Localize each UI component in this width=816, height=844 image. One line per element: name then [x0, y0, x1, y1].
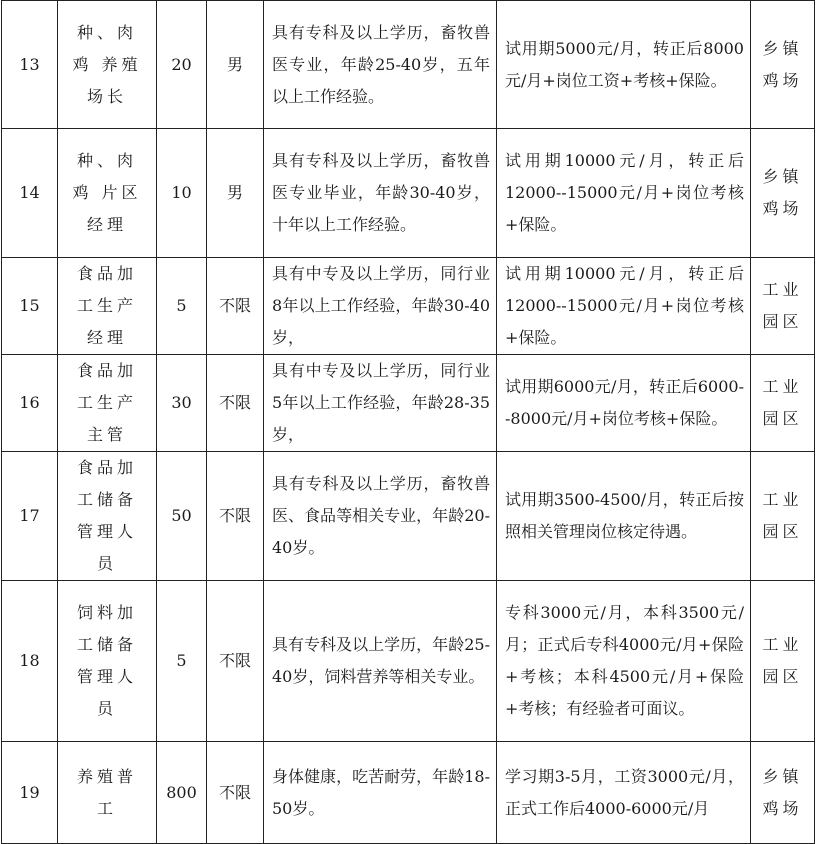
table-row: [2, 742, 815, 844]
row-number: 19: [2, 742, 58, 844]
recruitment-table: [1, 0, 815, 844]
row-number: 16: [2, 355, 58, 452]
salary: 试用期10000元/月，转正后12000--15000元/月+岗位考核+保险。: [497, 129, 751, 258]
position-name: 食品加工生产经理: [58, 258, 157, 355]
work-location: 工业园区: [751, 581, 815, 742]
table-row: [2, 258, 815, 355]
gender: 不限: [207, 581, 264, 742]
work-location: 乡镇鸡场: [751, 129, 815, 258]
requirements: 具有专科及以上学历，畜牧兽医专业毕业，年龄30-40岁，十年以上工作经验。: [264, 129, 497, 258]
work-location: 乡镇鸡场: [751, 1, 815, 129]
requirements: 身体健康，吃苦耐劳，年龄18-50岁。: [264, 742, 497, 844]
row-number: 18: [2, 581, 58, 742]
requirements: 具有中专及以上学历，同行业5年以上工作经验，年龄28-35岁，: [264, 355, 497, 452]
row-number: 14: [2, 129, 58, 258]
gender: 不限: [207, 452, 264, 581]
salary: 试用期5000元/月，转正后8000元/月+岗位工资+考核+保险。: [497, 1, 751, 129]
requirements: 具有中专及以上学历，同行业8年以上工作经验，年龄30-40岁，: [264, 258, 497, 355]
work-location: 乡镇鸡场: [751, 742, 815, 844]
requirements: 具有专科及以上学历，畜牧兽医、食品等相关专业，年龄20-40岁。: [264, 452, 497, 581]
table-row: [2, 355, 815, 452]
work-location: 工业园区: [751, 355, 815, 452]
table-row: [2, 129, 815, 258]
requirements: 具有专科及以上学历，畜牧兽医专业，年龄25-40岁，五年以上工作经验。: [264, 1, 497, 129]
gender: 男: [207, 1, 264, 129]
work-location: 工业园区: [751, 452, 815, 581]
table-row: [2, 452, 815, 581]
headcount: 5: [157, 258, 207, 355]
headcount: 5: [157, 581, 207, 742]
salary: 试用期3500-4500/月，转正后按照相关管理岗位核定待遇。: [497, 452, 751, 581]
position-name: 养殖普工: [58, 742, 157, 844]
row-number: 13: [2, 1, 58, 129]
gender: 不限: [207, 742, 264, 844]
row-number: 15: [2, 258, 58, 355]
requirements: 具有专科及以上学历，年龄25-40岁，饲料营养等相关专业。: [264, 581, 497, 742]
headcount: 30: [157, 355, 207, 452]
position-name: 食品加工生产主管: [58, 355, 157, 452]
salary: 专科3000元/月，本科3500元/月；正式后专科4000元/月+保险+考核；本科4500元/月+保险+考核；有经验者可面议。: [497, 581, 751, 742]
position-name: 种、肉鸡 养殖场长: [58, 1, 157, 129]
salary: 试用期10000元/月，转正后12000--15000元/月+岗位考核+保险。: [497, 258, 751, 355]
work-location: 工业园区: [751, 258, 815, 355]
headcount: 50: [157, 452, 207, 581]
gender: 不限: [207, 355, 264, 452]
position-name: 饲料加工储备管理人员: [58, 581, 157, 742]
table-row: [2, 1, 815, 129]
headcount: 10: [157, 129, 207, 258]
salary: 学习期3-5月，工资3000元/月，正式工作后4000-6000元/月: [497, 742, 751, 844]
salary: 试用期6000元/月，转正后6000--8000元/月+岗位考核+保险。: [497, 355, 751, 452]
row-number: 17: [2, 452, 58, 581]
position-name: 食品加工储备管理人员: [58, 452, 157, 581]
headcount: 20: [157, 1, 207, 129]
headcount: 800: [157, 742, 207, 844]
table-row: [2, 581, 815, 742]
position-name: 种、肉鸡 片区经理: [58, 129, 157, 258]
gender: 不限: [207, 258, 264, 355]
gender: 男: [207, 129, 264, 258]
